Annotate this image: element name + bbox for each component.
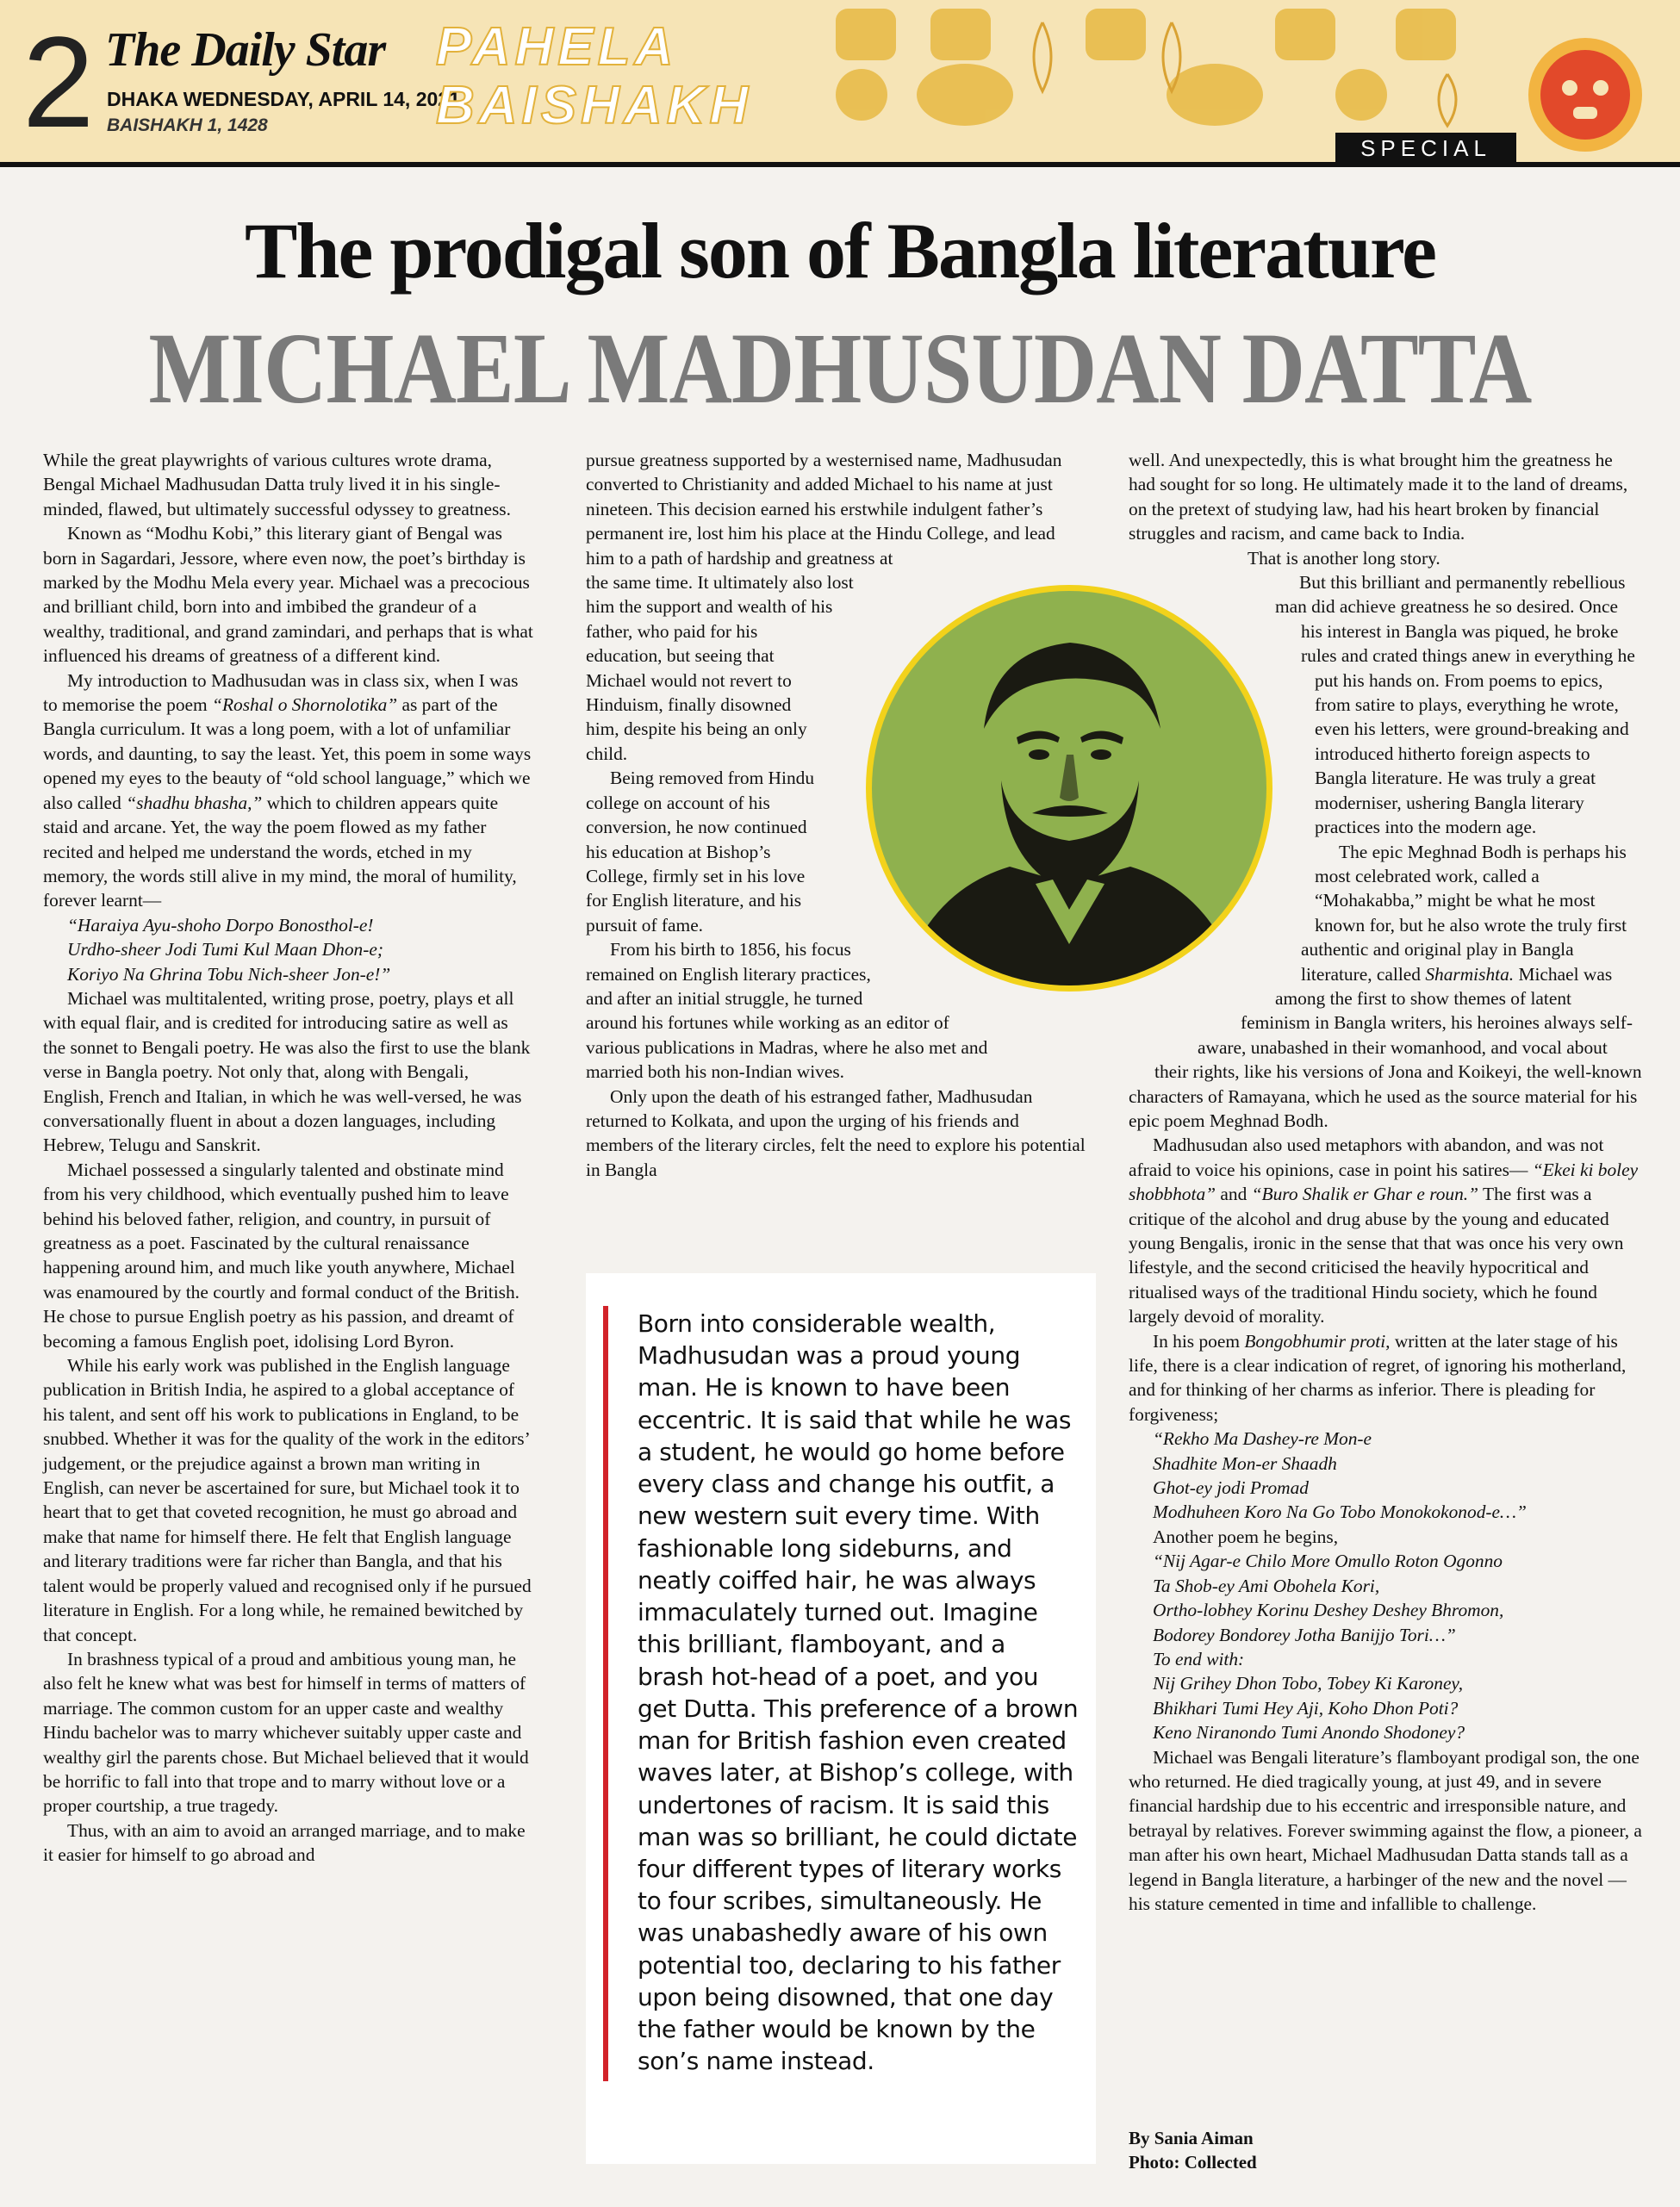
subhead: MICHAEL MADHUSUDAN DATTA [148,312,1532,425]
paragraph: While the great playwrights of various cultures wrote drama, Bengal Michael Madhusudan Datta truly lived it in his single-minded, flawed, but ultimately successful odyssey to greatness. [43,450,511,519]
poem-line: Keno Niranondo Tumi Anondo Shodoney? [1153,1722,1465,1744]
sun-mask-logo [1525,34,1646,155]
tiger-mask-icon [836,9,896,60]
poem-line: Urdho-sheer Jodi Tumi Kul Maan Dhon-e; [67,939,383,961]
poem-line: Ta Shob-ey Ami Obohela Kori, [1153,1575,1380,1596]
section-title-line1: PAHELA [436,17,678,77]
leaf-pattern-icon [1439,74,1456,126]
paragraph: The epic Meghnad Bodh is perhaps his most celebrated work, called a “Mohakabba,” might be what he most known for, but he also wrote the truly first authentic and original play in Bangla literature, called Sharmishta. Michael was among the first to show themes of latent feminism in Bangla writers, his heroines always self-aware, unabashed in their womanhood, and vocal about their rights, like his versions of Jona and Koikeyi, the well-known characters of Ramayana, which he used as the source material for his epic poem Meghnad Bodh. [1129,841,1642,1131]
paragraph: Another poem he begins, [1153,1526,1339,1547]
section-title-line2: BAISHAKH [436,76,753,135]
poem-line: Nij Grihey Dhon Tobo, Tobey Ki Karoney, [1153,1673,1464,1694]
pull-quote-accent-bar [603,1306,608,2081]
tiger-mask-icon [1086,9,1146,60]
paragraph: Michael was multitalented, writing prose, poetry, plays et all with equal flair, and is credited for introducing satire as well as the sonnet to Bengali poetry. He was also the first to use the blank verse in Bangla poetry. Not only that, along with Bengali, English, French and Italian, in which he was well-versed, he was conversationally fluent in about a dozen languages, including Hebrew, Telugu and Sanskrit. [43,987,531,1156]
paragraph: Being removed from Hindu college on account of his conversion, he now continued his education at Bishop’s College, firmly set in his love for English literature, and his pursuit of fame. [586,768,815,936]
poem-line: Koriyo Na Ghrina Tobu Nich-sheer Jon-e!” [67,963,391,985]
leaf-pattern-icon [1034,22,1051,91]
article-column-1 [43,448,534,1868]
pull-quote-text: Born into considerable wealth, Madhusudan was a proud young man. He is known to have been eccentric. It is said that while he was a student, he would go home before every class and change his outfit, a new western suit every time. With fashionable long sideburns, and neatly coiffed hair, he was always immaculately turned out. Imagine this brilliant, flamboyant, and a brash hot-head of a poet, and you get Dutta. This preference of a brown man for British fashion even created waves later, at Bishop’s college, with undertones of racism. It is said this man was so brilliant, he could dictate four different types of literary works to four scribes, simultaneously. He was unabashedly aware of his own potential too, declaring to his father upon being disowned, that one day the father would be known by the son’s name instead. [638,1309,1079,2076]
paragraph: Michael possessed a singularly talented and obstinate mind from his very childhood, which eventually pushed him to leave behind his beloved father, religion, and country, in pursuit of greatness as a poet. Fascinated by the cultural renaissance happening around him, and much like youth anywhere, Michael was enamoured by the courtly and formal conduct of the British. He chose to pursue English poetry as his passion, and dreamt of becoming a famous English poet, idolising Lord Byron. [43,1159,520,1352]
poem-line: “Haraiya Ayu-shoho Dorpo Bonosthol-e! [67,914,374,936]
paragraph: But this brilliant and permanently rebellious man did achieve greatness he so desired. Once his interest in Bangla was piqued, he broke rules and crated things anew in everything he put his hands on. From poems to epics, from satire to plays, everything he wrote, even his letters, were ground-breaking and introduced hitherto foreign aspects to Bangla literature. He was truly a great moderniser, ushering Bangla literary practices into the modern age. [1275,572,1635,838]
folk-art-band [827,5,1490,134]
elephant-icon [1167,64,1263,126]
paragraph: While his early work was published in the English language publication in British India, he aspired to a global acceptance of his talent, and sent off his work to publications in England, to be snubbed. Whether it was for the quality of the work in the editors’ judgement, or the prejudice against a brown man writing in English, can never be ascertained for sure, but Michael took it to heart that to get that coveted recognition, he must go abroad and make that name for himself there. He felt that English language and literary traditions were far richer than Bangla, and that his talent would be properly valued and recognised only if he pursued literature in English. For a long while, he remained bewitched by that concept. [43,1355,532,1645]
paragraph: Known as “Modhu Kobi,” this literary giant of Bengal was born in Sagardari, Jessore, where even now, the poet’s birthday is marked by the Modhu Mela every year. Michael was a precocious and brilliant child, born into and imbibed the grandeur of a wealthy, traditional, and grand zamindari, and perhaps that is what influenced his dreams of greatness of a different kind. [43,523,533,667]
paragraph: In brashness typical of a proud and ambitious young man, he also felt he knew what was best for himself in terms of matters of marriage. The common custom for an upper caste and wealthy Hindu bachelor was to marry whichever suitably upper caste and wealthy girl the parents chose. But Michael believed that it would be horrific to fall into that trope and to marry without love or a proper courtship, a true tragedy. [43,1648,529,1817]
special-tab: SPECIAL [1335,133,1516,164]
pinwheel-icon [836,69,887,121]
paragraph: pursue greatness supported by a westernised name, Madhusudan converted to Christianity and added Michael to his name at just nineteen. This decision earned his erstwhile indulgent father’s permanent ire, lost him his place at the Hindu College, and lead him to a path of hardship and greatness at the same time. It ultimately also lost him the support and wealth of his father, who paid for his education, but seeing that Michael would not revert to Hinduism, finally disowned him, despite his being an only child. [586,450,1062,764]
paragraph: Madhusudan also used metaphors with abandon, and was not afraid to voice his opinions, case in point his satires— “Ekei ki boley shobbhota” and “Buro Shalik er Ghar e roun.” The first was a critique of the alcohol and drug abuse by the young and educated young Bengalis, ironic in the sense that that was once his very own lifestyle, and the second criticised the heavily hypocritical and ritualised ways of the traditional Hindu society, which he found largely devoid of morality. [1129,1135,1639,1327]
poem-line: “Rekho Ma Dashey-re Mon-e [1153,1428,1372,1450]
poem-line: Shadhite Mon-er Shaadh [1153,1452,1337,1474]
paper-name: The Daily Star [105,23,386,77]
tiger-mask-icon [1275,9,1335,60]
poem-line: Bhikhari Tumi Hey Aji, Koho Dhon Poti? [1153,1697,1459,1719]
paragraph: In his poem Bongobhumir proti, written at the later stage of his life, there is a clear indication of regret, of ignoring his motherland, and for thinking of her charms as inferior. There is pleading for forgiveness; [1129,1330,1627,1425]
masthead [0,0,1680,164]
paragraph: From his birth to 1856, his focus remained on English literary practices, and after an initial struggle, he turned around his fortunes while working as an editor of various publications in Madras, where he also met and married both his non-Indian wives. [586,939,988,1083]
pinwheel-icon [1335,69,1387,121]
paragraph: Thus, with an aim to avoid an arranged marriage, and to make it easier for himself to go abroad and [43,1819,526,1866]
paragraph: well. And unexpectedly, this is what brought him the greatness he had sought for so long. He ultimately made it to the land of dreams, on the pretext of studying law, had his heart broken by financial struggles and racism, and came back to India. [1129,450,1628,544]
paragraph: That is another long story. [1248,547,1440,569]
author: By Sania Aiman [1129,2128,1254,2148]
byline [1129,2126,1257,2174]
poem-line: Ortho-lobhey Korinu Deshey Deshey Bhromon, [1153,1600,1504,1621]
poem-line: “Nij Agar-e Chilo More Omullo Roton Ogonno [1153,1551,1503,1572]
paragraph: My introduction to Madhusudan was in class six, when I was to memorise the poem “Roshal o Shornolotika” as part of the Bangla curriculum. It was a long poem, with a lot of unfamiliar words, and daunting, to say the least. Yet, this poem in some ways opened my eyes to the beauty of “old school language,” which we also called “shadhu bhasha,” which to children appears quite staid and arcane. Yet, the way the poem flowed as my father recited and helped me understand the words, etched in my memory, the words still alive in my mind, the moral of humility, forever learnt— [43,669,532,911]
poem-line: Modhuheen Koro Na Go Tobo Monokokonod-e…” [1153,1501,1527,1523]
poem-line: Ghot-ey jodi Promad [1153,1477,1309,1499]
paragraph: Only upon the death of his estranged father, Madhusudan returned to Kolkata, and upon the urging of his friends and members of the literary circles, felt the need to explore his potential in Bangla [586,1085,1086,1180]
paragraph: Michael was Bengali literature’s flamboyant prodigal son, the one who returned. He died tragically young, at just 49, and in severe financial hardship due to his eccentric and irresponsible nature, and betrayal by relatives. Forever swimming against the flow, a pioneer, a man after his own heart, Michael Madhusudan Datta stands tall as a legend in Bangla literature, a harbinger of the new and the novel — his stature cemented in time and infallible to challenge. [1129,1746,1642,1914]
bangla-date: BAISHAKH 1, 1428 [107,115,268,135]
page-number: 2 [22,9,95,154]
dateline: DHAKA WEDNESDAY, APRIL 14, 2021 [107,88,460,110]
poem-line: Bodorey Bondorey Jotha Banijjo Tori…” [1153,1624,1456,1645]
poem-line: To end with: [1153,1648,1245,1669]
photo-credit: Photo: Collected [1129,2152,1257,2173]
masthead-divider [0,162,1680,167]
headline: The prodigal son of Bangla literature [245,207,1435,295]
tiger-mask-icon [930,9,991,60]
poet-portrait [863,582,1275,994]
elephant-icon [917,64,1013,126]
tiger-mask-icon [1396,9,1456,60]
